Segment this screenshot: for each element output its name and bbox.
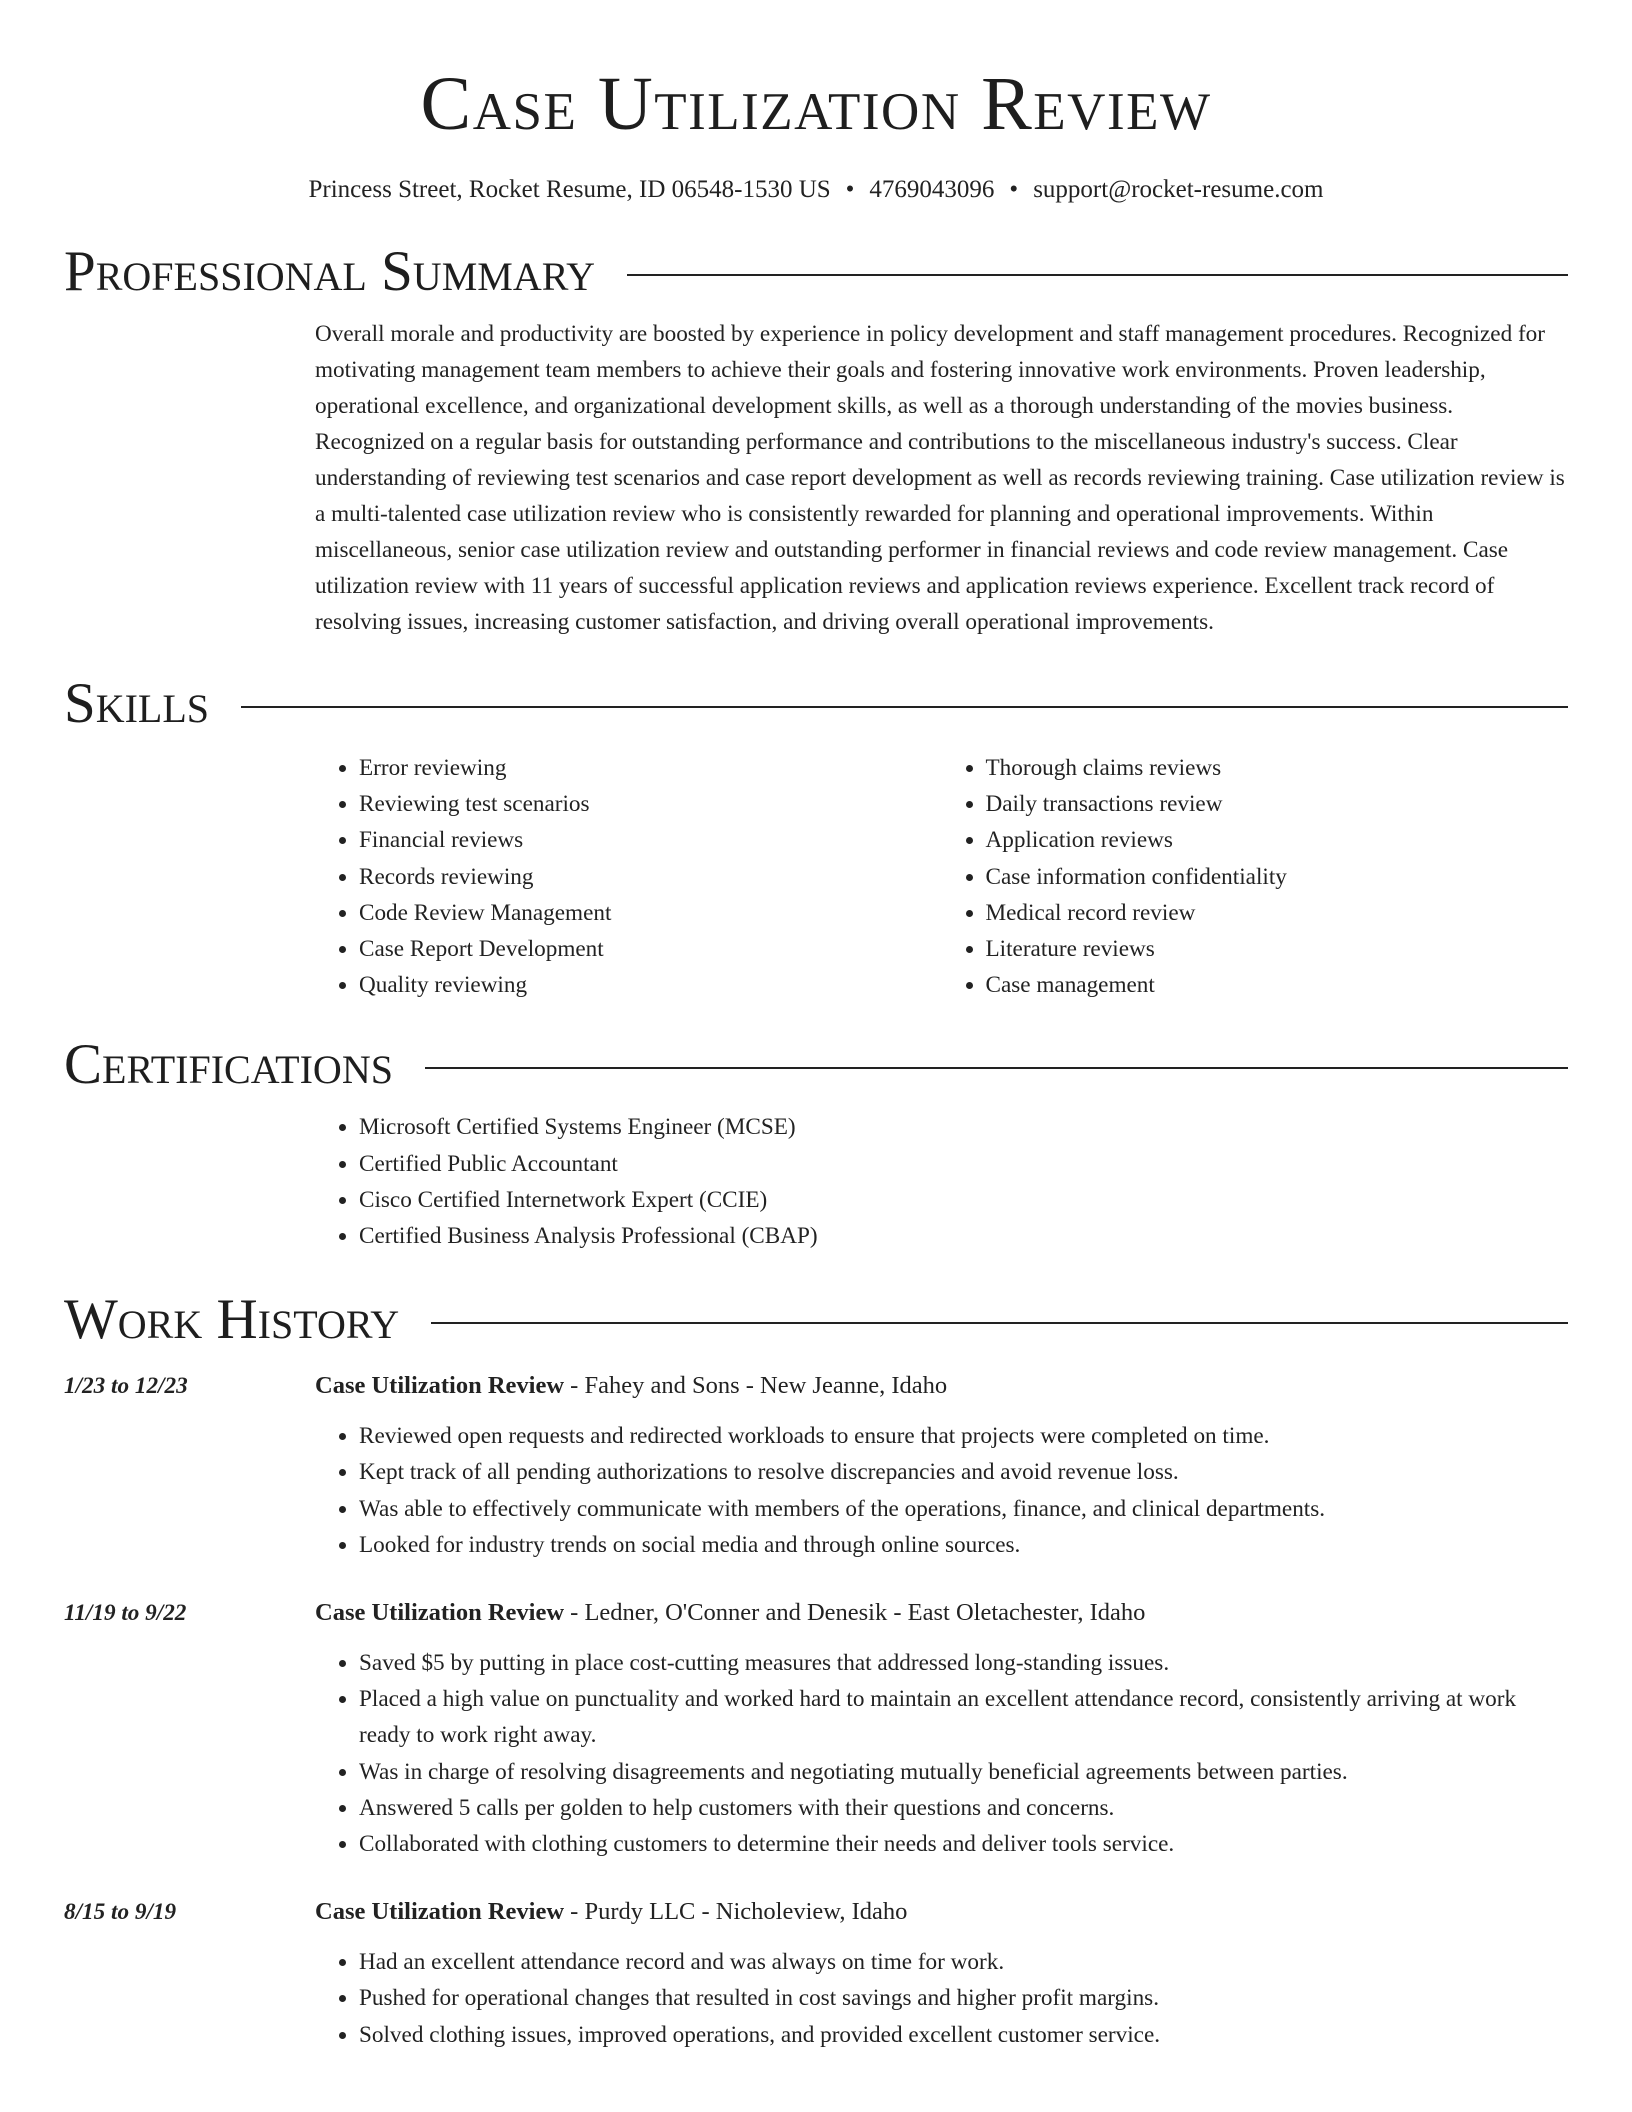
- job-entry: [64, 1368, 1568, 1563]
- skill-item: • Literature reviews: [986, 931, 1569, 967]
- job-bullet: • Placed a high value on punctuality and worked hard to maintain an excellent attendance record, consistently arriving at work ready to work right away.: [359, 1681, 1568, 1753]
- contact-line: [0, 174, 1632, 206]
- job-body: [315, 1894, 1568, 2053]
- job-dates: 8/15 to 9/19: [64, 1899, 177, 1926]
- certifications-content: [315, 1109, 1568, 1254]
- job-details: - Fahey and Sons - New Jeanne, Idaho: [564, 1372, 948, 1400]
- job-title: Case Utilization Review: [315, 1372, 565, 1400]
- job-bullets: [315, 1944, 1568, 2053]
- skills-heading: [64, 672, 1568, 736]
- certifications-section: [0, 1033, 1632, 1254]
- job-entry: [64, 1894, 1568, 2053]
- contact-separator: •: [845, 176, 855, 203]
- contact-phone: 4769043096: [869, 176, 995, 203]
- job-bullet: • Looked for industry trends on social media and through online sources.: [359, 1527, 1568, 1563]
- job-bullet: • Answered 5 calls per golden to help customers with their questions and concerns.: [359, 1790, 1568, 1826]
- skill-item: • Medical record review: [986, 895, 1569, 931]
- skill-item: • Financial reviews: [359, 822, 942, 858]
- section-divider: [241, 706, 1568, 708]
- certifications-list: [315, 1109, 1568, 1254]
- skills-columns: [315, 750, 1568, 1003]
- job-bullet: • Was able to effectively communicate with members of the operations, finance, and clinical departments.: [359, 1491, 1568, 1527]
- job-bullets: [315, 1645, 1568, 1862]
- job-dates: 1/23 to 12/23: [64, 1373, 188, 1400]
- skills-list-left: [315, 750, 942, 1003]
- skill-item: • Case information confidentiality: [986, 859, 1569, 895]
- section-title: Professional Summary: [64, 240, 596, 303]
- job-entry: [64, 1595, 1568, 1862]
- work-history-section: [0, 1288, 1632, 2053]
- summary-heading: [64, 240, 1568, 304]
- skills-list-right: [942, 750, 1569, 1003]
- skill-item: • Case Report Development: [359, 931, 942, 967]
- job-title: Case Utilization Review: [315, 1599, 565, 1627]
- job-details: - Purdy LLC - Nicholeview, Idaho: [564, 1898, 908, 1926]
- section-title: Certifications: [64, 1033, 393, 1097]
- section-divider: [627, 274, 1568, 276]
- certification-item: • Microsoft Certified Systems Engineer (MCSE): [359, 1109, 1568, 1145]
- certifications-heading: [64, 1033, 1568, 1097]
- resume-header: [0, 0, 1632, 206]
- contact-email: support@rocket-resume.com: [1033, 176, 1324, 203]
- skill-item: • Quality reviewing: [359, 967, 942, 1003]
- skill-item: • Daily transactions review: [986, 786, 1569, 822]
- skill-item: • Thorough claims reviews: [986, 750, 1569, 786]
- skill-item: • Error reviewing: [359, 750, 942, 786]
- job-bullet: • Pushed for operational changes that resulted in cost savings and higher profit margins.: [359, 1980, 1568, 2016]
- skill-item: • Reviewing test scenarios: [359, 786, 942, 822]
- summary-section: [0, 240, 1632, 640]
- job-bullets: [315, 1418, 1568, 1563]
- candidate-name: Case Utilization Review: [420, 62, 1212, 146]
- job-title-line: [315, 1368, 1568, 1404]
- certification-item: • Cisco Certified Internetwork Expert (CCIE): [359, 1182, 1568, 1218]
- work-history-heading: [64, 1288, 1568, 1352]
- job-title-line: [315, 1894, 1568, 1930]
- skill-item: • Records reviewing: [359, 859, 942, 895]
- contact-address: Princess Street, Rocket Resume, ID 06548-1530 US: [308, 176, 831, 203]
- job-body: [315, 1595, 1568, 1862]
- section-title: Skills: [64, 672, 210, 735]
- job-title: Case Utilization Review: [315, 1898, 565, 1926]
- skills-section: [0, 672, 1632, 1003]
- job-bullet: • Was in charge of resolving disagreements and negotiating mutually beneficial agreements between parties.: [359, 1754, 1568, 1790]
- section-divider: [431, 1322, 1568, 1324]
- job-dates: 11/19 to 9/22: [64, 1600, 187, 1627]
- contact-separator: •: [1009, 176, 1019, 203]
- job-bullet: • Solved clothing issues, improved operations, and provided excellent customer service.: [359, 2017, 1568, 2053]
- section-divider: [425, 1067, 1568, 1069]
- job-title-line: [315, 1595, 1568, 1631]
- job-bullet: • Collaborated with clothing customers to determine their needs and deliver tools service.: [359, 1826, 1568, 1862]
- job-bullet: • Kept track of all pending authorizations to resolve discrepancies and avoid revenue loss.: [359, 1454, 1568, 1490]
- job-bullet: • Reviewed open requests and redirected workloads to ensure that projects were completed on time.: [359, 1418, 1568, 1454]
- skill-item: • Code Review Management: [359, 895, 942, 931]
- summary-text: Overall morale and productivity are boosted by experience in policy development and staff management procedures. Recognized for motivating management team members to achieve their goals and fostering innovative work environments. Proven leadership, operational excellence, and organizational development skills, as well as a thorough understanding of the movies business. Recognized on a regular basis for outstanding performance and contributions to the miscellaneous industry's success. Clear understanding of reviewing test scenarios and case report development as well as records reviewing training. Case utilization review is a multi-talented case utilization review who is consistently rewarded for planning and operational improvements. Within miscellaneous, senior case utilization review and outstanding performer in financial reviews and code review management. Case utilization review with 11 years of successful application reviews and application reviews experience. Excellent track record of resolving issues, increasing customer satisfaction, and driving overall operational improvements.: [315, 321, 1565, 635]
- section-title: Work History: [64, 1288, 400, 1352]
- job-bullet: • Saved $5 by putting in place cost-cutting measures that addressed long-standing issues.: [359, 1645, 1568, 1681]
- job-bullet: • Had an excellent attendance record and was always on time for work.: [359, 1944, 1568, 1980]
- summary-content: [315, 316, 1568, 640]
- job-details: - Ledner, O'Conner and Denesik - East Oletachester, Idaho: [564, 1599, 1146, 1627]
- job-body: [315, 1368, 1568, 1563]
- skill-item: • Application reviews: [986, 822, 1569, 858]
- certification-item: • Certified Business Analysis Professional (CBAP): [359, 1218, 1568, 1254]
- skill-item: • Case management: [986, 967, 1569, 1003]
- certification-item: • Certified Public Accountant: [359, 1146, 1568, 1182]
